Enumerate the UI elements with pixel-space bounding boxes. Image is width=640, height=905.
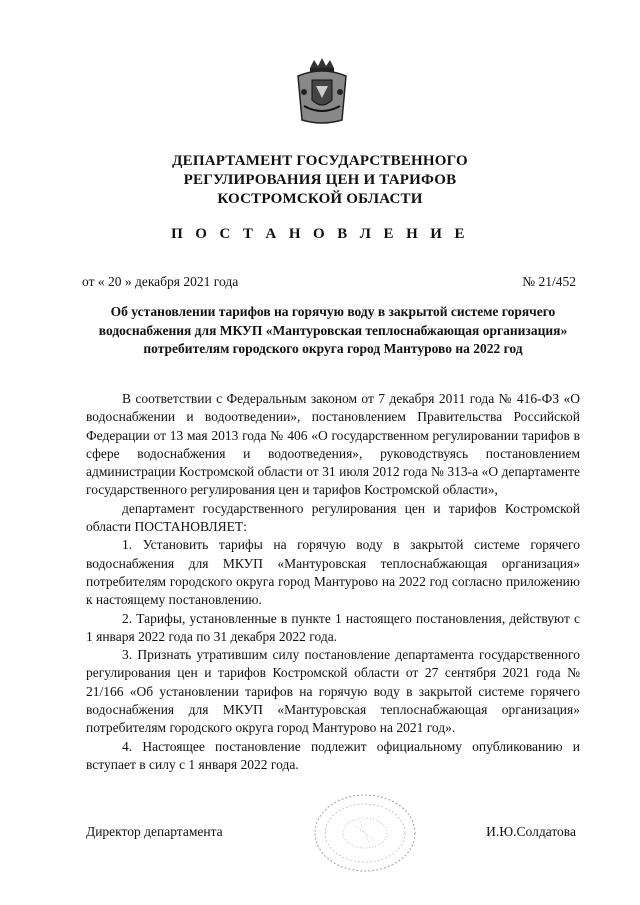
stamp-seal-icon — [310, 792, 420, 874]
department-line-1: ДЕПАРТАМЕНТ ГОСУДАРСТВЕННОГО — [172, 153, 468, 169]
item-2-paragraph: 2. Тарифы, установленные в пункте 1 настоящего постановления, действуют с 1 января 2022 года по 31 декабря 2022 года. — [86, 610, 580, 644]
coat-of-arms-icon — [292, 56, 352, 126]
preamble-paragraph: В соответствии с Федеральным законом от 7 декабря 2011 года № 416-ФЗ «О водоснабжении и водоотведении», постановлением Правительства Российской Федерации от 13 мая 2013 года № 406 «О государственном регулировании тарифов в сфере водоснабжения и водоотведения», руководствуясь постановлением администрации Костромской области от 31 июля 2012 года № 313-а «О департаменте государственного регулирования цен и тарифов Костромской области», — [86, 391, 580, 498]
document-subject: Об установлении тарифов на горячую воду в закрытой системе горячего водоснабжения для МКУП «Мантуровская теплоснабжающая организация» потребителям городского округа город Мантурово на 2022 год — [98, 304, 568, 356]
signer-name: И.Ю.Солдатова — [486, 824, 576, 839]
item-1-paragraph: 1. Установить тарифы на горячую воду в закрытой системе горячего водоснабжения для МКУП «Мантуровская теплоснабжающая организация» потребителям городского округа город Мантурово на 2022 год согласно приложению к настоящему постановлению. — [86, 537, 580, 608]
resolves-paragraph: департамент государственного регулирования цен и тарифов Костромской области ПОСТАНОВЛЯЕТ: — [86, 500, 580, 535]
item-4-paragraph: 4. Настоящее постановление подлежит официальному опубликованию и вступает в силу с 1 января 2022 года. — [86, 738, 580, 772]
department-line-3: КОСТРОМСКОЙ ОБЛАСТИ — [217, 191, 423, 207]
document-type-title: П О С Т А Н О В Л Е Н И Е — [171, 226, 469, 242]
document-number: № 21/452 — [522, 274, 576, 289]
department-line-2: РЕГУЛИРОВАНИЯ ЦЕН И ТАРИФОВ — [183, 172, 457, 188]
department-header — [0, 152, 640, 209]
item-3-paragraph: 3. Признать утратившим силу постановление департамента государственного регулирования цен и тарифов Костромской области от 27 сентября 2021 года № 21/166 «Об установлении тарифов на горячую воду в закрытой системе горячего водоснабжения для МКУП «Мантуровская теплоснабжающая организация» потребителям городского округа город Мантурово на 2021 год». — [86, 647, 580, 736]
document-body — [86, 390, 580, 774]
document-date: от « 20 » декабря 2021 года — [82, 274, 239, 289]
signer-position: Директор департамента — [86, 824, 223, 839]
